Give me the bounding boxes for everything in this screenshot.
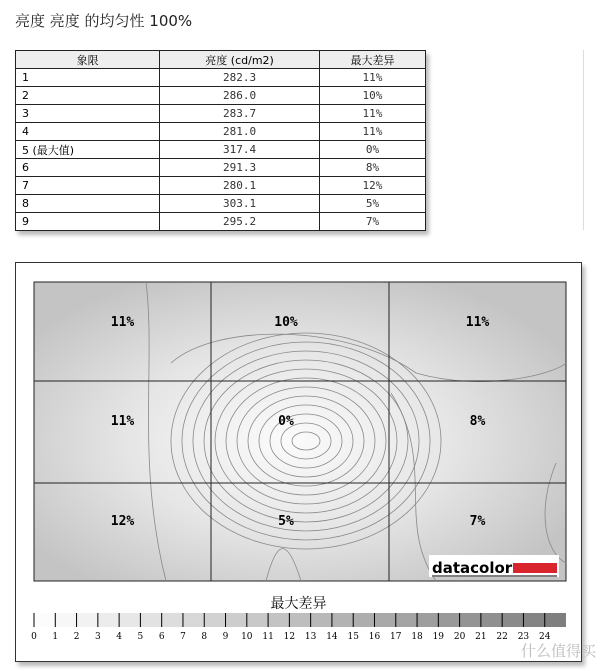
table-row bbox=[16, 69, 426, 87]
cell-value-label: 7% bbox=[469, 514, 486, 529]
table-cell: 11% bbox=[319, 105, 425, 123]
table-cell: 283.7 bbox=[160, 105, 320, 123]
table-cell: 9 bbox=[16, 213, 160, 231]
scale-title: 最大差异 bbox=[270, 596, 327, 612]
cell-value-label: 5% bbox=[278, 514, 294, 529]
scale-tick-label: 14 bbox=[326, 632, 338, 642]
table-row bbox=[16, 123, 426, 141]
scale-swatch bbox=[332, 613, 353, 627]
table-cell: 10% bbox=[319, 87, 425, 105]
scale-swatch bbox=[523, 613, 544, 627]
table-cell: 0% bbox=[319, 141, 425, 159]
scale-swatch bbox=[226, 613, 247, 627]
scale-tick-label: 16 bbox=[368, 632, 381, 642]
scale-tick-label: 17 bbox=[390, 632, 402, 642]
cell-value-label: 11% bbox=[465, 315, 490, 330]
scale-tick-label: 13 bbox=[304, 632, 317, 642]
scale-tick-label: 20 bbox=[453, 632, 466, 642]
scale-swatch bbox=[460, 613, 481, 627]
scale-swatch bbox=[396, 613, 417, 627]
uniformity-chart bbox=[15, 262, 582, 662]
cell-value-label: 12% bbox=[110, 514, 135, 529]
watermark: 什么值得买 bbox=[520, 642, 596, 660]
table-row bbox=[16, 213, 426, 231]
scale-tick-label: 10 bbox=[241, 632, 253, 642]
scale-swatch bbox=[438, 613, 459, 627]
scale-tick-label: 19 bbox=[432, 632, 445, 642]
cell-value-label: 8% bbox=[469, 414, 486, 429]
scale-swatch bbox=[289, 613, 310, 627]
table-cell: 286.0 bbox=[160, 87, 320, 105]
scale-tick-label: 7 bbox=[180, 632, 186, 642]
column-header: 象限 bbox=[16, 51, 160, 69]
scale-tick-label: 15 bbox=[347, 632, 359, 642]
scale-tick-label: 18 bbox=[411, 632, 423, 642]
scale-swatch bbox=[183, 613, 204, 627]
table-row bbox=[16, 177, 426, 195]
scale-swatch bbox=[204, 613, 225, 627]
table-cell: 8 bbox=[16, 195, 160, 213]
table-cell: 281.0 bbox=[160, 123, 320, 141]
datacolor-logo bbox=[429, 555, 559, 577]
scale-tick-label: 6 bbox=[158, 632, 165, 642]
scale-swatch bbox=[545, 613, 566, 627]
table-cell: 280.1 bbox=[160, 177, 320, 195]
table-cell: 5 (最大值) bbox=[16, 141, 160, 159]
scale-tick-label: 0 bbox=[31, 632, 37, 642]
table-cell: 8% bbox=[319, 159, 425, 177]
scale-swatch bbox=[268, 613, 289, 627]
table-cell: 291.3 bbox=[160, 159, 320, 177]
table-cell: 4 bbox=[16, 123, 160, 141]
scale-tick-label: 23 bbox=[517, 632, 530, 642]
scale-swatch bbox=[119, 613, 140, 627]
scale-tick-label: 24 bbox=[538, 632, 551, 642]
scale-swatch bbox=[374, 613, 395, 627]
scale-swatch bbox=[77, 613, 98, 627]
svg-text:datacolor: datacolor bbox=[432, 559, 513, 577]
scale-swatch bbox=[353, 613, 374, 627]
scale-tick-label: 12 bbox=[283, 632, 296, 642]
scale-swatch bbox=[98, 613, 119, 627]
scale-swatch bbox=[481, 613, 502, 627]
column-header: 最大差异 bbox=[319, 51, 425, 69]
table-row bbox=[16, 195, 426, 213]
cell-value-label: 11% bbox=[110, 315, 135, 330]
scale-tick-label: 1 bbox=[52, 632, 59, 642]
table-cell: 7% bbox=[319, 213, 425, 231]
table-cell: 282.3 bbox=[160, 69, 320, 87]
luminance-table bbox=[15, 50, 426, 231]
table-cell: 5% bbox=[319, 195, 425, 213]
scale-tick-label: 9 bbox=[222, 632, 229, 642]
cell-value-label: 10% bbox=[274, 315, 298, 330]
table-cell: 11% bbox=[319, 123, 425, 141]
table-row bbox=[16, 141, 426, 159]
scale-tick-label: 11 bbox=[262, 632, 274, 642]
scale-tick-label: 8 bbox=[201, 632, 208, 642]
scale-tick-label: 4 bbox=[116, 632, 122, 642]
table-row bbox=[16, 105, 426, 123]
scale-swatch bbox=[55, 613, 76, 627]
page-title: 亮度 亮度 的均匀性 100% bbox=[15, 12, 193, 30]
table-cell: 12% bbox=[319, 177, 425, 195]
table-cell: 295.2 bbox=[160, 213, 320, 231]
scale-swatch bbox=[162, 613, 183, 627]
cell-value-label: 0% bbox=[278, 414, 294, 429]
table-row bbox=[16, 87, 426, 105]
table-cell: 317.4 bbox=[160, 141, 320, 159]
cell-value-label: 11% bbox=[110, 414, 135, 429]
table-cell: 2 bbox=[16, 87, 160, 105]
scale-swatch bbox=[247, 613, 268, 627]
scale-swatch bbox=[417, 613, 438, 627]
table-row bbox=[16, 159, 426, 177]
column-header: 亮度 (cd/m2) bbox=[160, 51, 320, 69]
scale-tick-label: 22 bbox=[496, 632, 508, 642]
table-cell: 11% bbox=[319, 69, 425, 87]
scale-tick-label: 21 bbox=[475, 632, 487, 642]
divider bbox=[583, 50, 584, 230]
table-cell: 1 bbox=[16, 69, 160, 87]
table-cell: 6 bbox=[16, 159, 160, 177]
table-cell: 303.1 bbox=[160, 195, 320, 213]
scale-tick-label: 5 bbox=[137, 632, 144, 642]
scale-swatch bbox=[502, 613, 523, 627]
table-cell: 3 bbox=[16, 105, 160, 123]
table-cell: 7 bbox=[16, 177, 160, 195]
scale-tick-label: 3 bbox=[94, 632, 101, 642]
scale-swatch bbox=[311, 613, 332, 627]
scale-swatch bbox=[34, 613, 55, 627]
scale-tick-label: 2 bbox=[73, 632, 80, 642]
scale-swatch bbox=[140, 613, 161, 627]
